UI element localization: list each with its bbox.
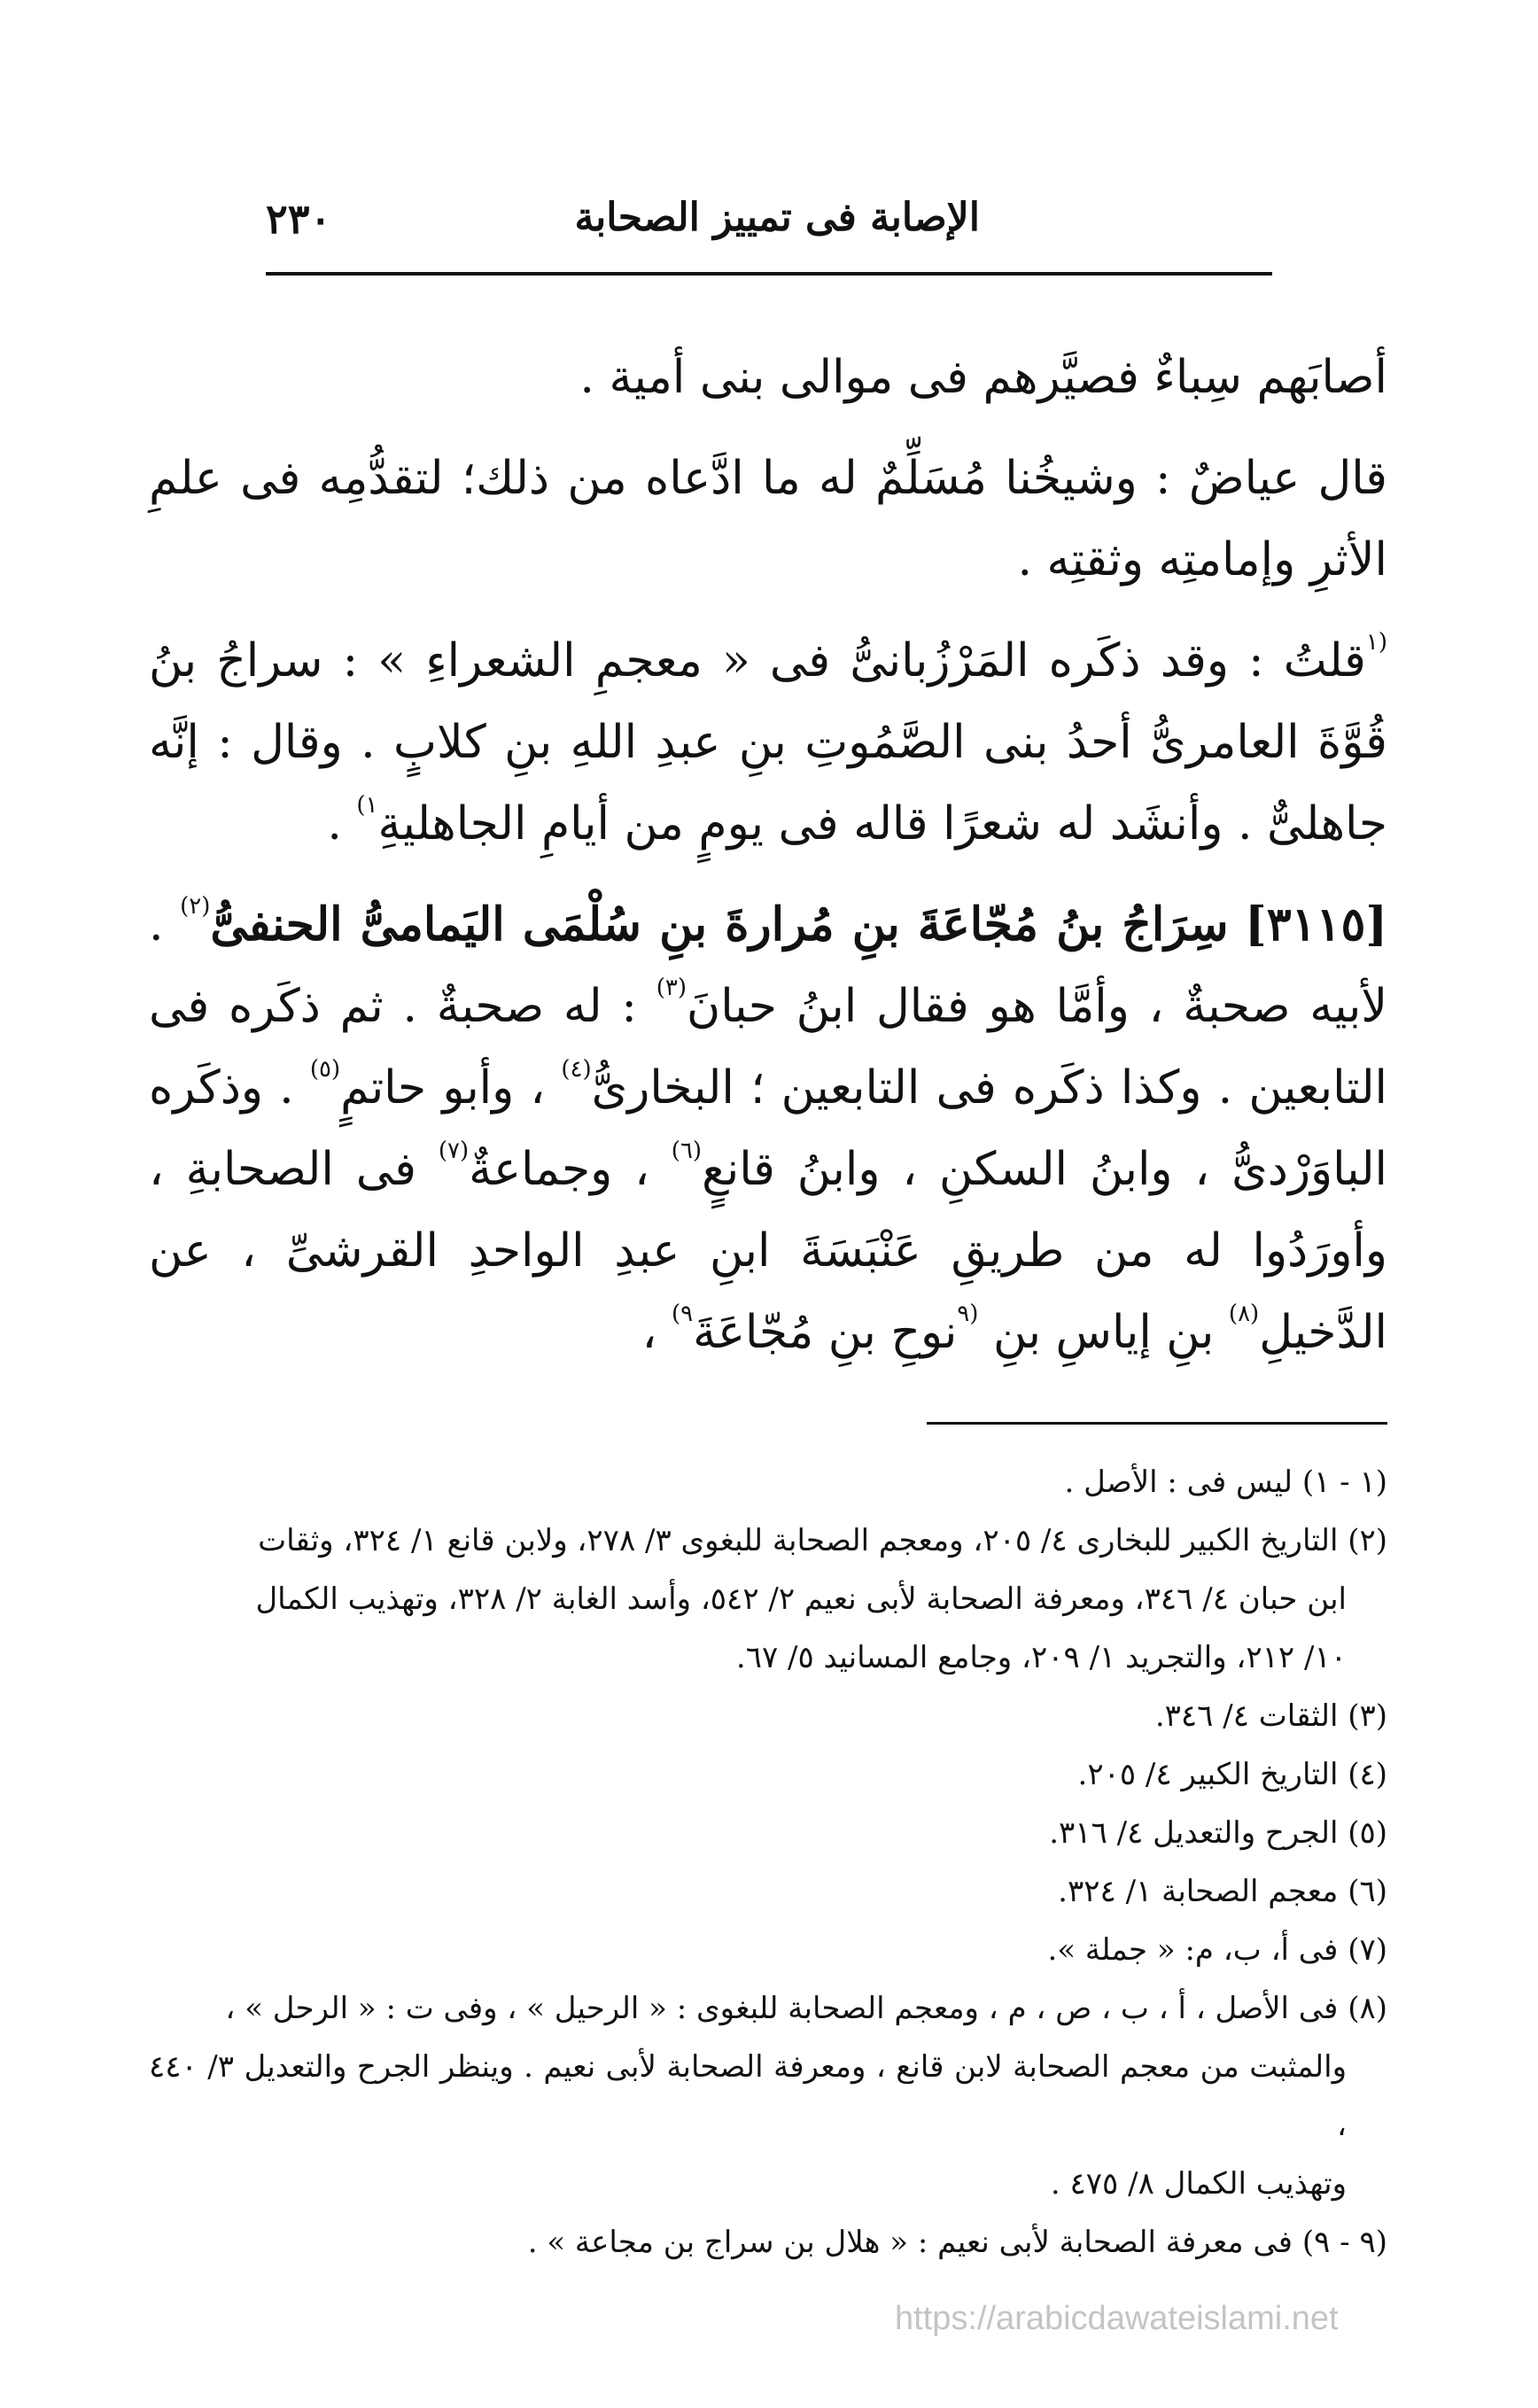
footnote-marker: (١ [1365,629,1387,656]
footnote-marker: (٨) [1228,1301,1260,1327]
footnotes [149,1453,1387,2272]
footnote-marker: (٧) [438,1138,470,1164]
footnote-3: (٣) الثقات ٤/ ٣٤٦. [1154,1698,1387,1734]
footnote-8: (٨) فى الأصل ، أ ، ب ، ص ، م ، ومعجم الصحابة للبغوى : « الرحيل » ، وفى ت : « الرحل » ، [225,1991,1387,2026]
footnote-9: (٩ - ٩) فى معرفة الصحابة لأبى نعيم : « هلال بن سراج بن مجاعة » . [527,2225,1387,2260]
footnote-marker: (٩ [957,1301,979,1327]
footnote-2-continued: ابن حبان ٤/ ٣٤٦، ومعرفة الصحابة لأبى نعيم ٢/ ٥٤٢، وأسد الغابة ٢/ ٣٢٨، وتهذيب الكمال [255,1581,1347,1617]
footnote-8-continued: والمثبت من معجم الصحابة لابن قانع ، ومعرفة الصحابة لأبى نعيم . وينظر الجرح والتعديل ٣/ ٤٤٠ ، [149,2049,1347,2143]
footnote-7: (٧) فى أ، ب، م: « جملة ». [1047,1932,1387,1968]
entry-text: فى الصحابةِ ، وأورَدُوا له من طريقِ عَنْبَسَةَ ابنِ عبدِ الواحدِ القرشىِّ ، عن الدَّخيلِ [149,1143,1387,1359]
footnote-6: (٦) معجم الصحابة ١/ ٣٢٤. [1058,1874,1387,1909]
paragraph-3 [149,620,1387,865]
footnote-marker: ٩) [671,1301,694,1327]
entry-text: . وذكَره الباوَرْدىُّ ، وابنُ السكنِ ، وابنُ قانعٍ [149,1061,1387,1196]
entry-3115 [149,884,1387,1373]
header-rule [266,272,1272,276]
entry-text: ، [641,1306,672,1359]
entry-text: ، وجماعةٌ [469,1143,672,1196]
footnote-marker: (٣) [656,975,687,1001]
footnote-rule [927,1422,1387,1425]
entry-text: ، وأبو حاتمٍ [340,1061,562,1115]
footnote-5: (٥) الجرح والتعديل ٤/ ٣١٦. [1049,1815,1387,1851]
footnote-marker: (٤) [561,1056,592,1083]
watermark-url: https://arabicdawateislami.net [895,2300,1339,2337]
footnote-marker: (٦) [671,1138,703,1164]
page-number: ٢٣٠ [266,195,332,243]
entry-text: نوحِ بنِ مُجّاعَةَ [693,1306,958,1359]
running-title: الإصابة فى تمييز الصحابة [574,195,980,240]
paragraph-1: أصابَهم سِباءٌ فصيَّرهم فى موالى بنى أمية . [579,351,1387,404]
entry-text: بنِ إياسِ بنِ [978,1306,1229,1359]
paragraph-3-end: . [327,797,357,851]
footnote-marker: (٥) [309,1056,341,1083]
footnote-2: (٢) التاريخ الكبير للبخارى ٤/ ٢٠٥، ومعجم الصحابة للبغوى ٣/ ٢٧٨، ولابن قانع ١/ ٣٢٤، وثقات [258,1523,1387,1558]
main-text [149,337,1387,1393]
entry-text: : له صحبةٌ . ثم ذكَره فى التابعين . وكذا ذكَره فى التابعين ؛ البخارىُّ [149,980,1387,1115]
footnote-8-continued: وتهذيب الكمال ٨/ ٤٧٥ . [1050,2166,1347,2202]
entry-name: سِرَاجُ بنُ مُجّاعَةَ بنِ مُرارةَ بنِ سُلْمَى اليَمامىُّ الحنفىُّ [210,897,1229,952]
paragraph-3-text: قلتُ : وقد ذكَره المَرْزُبانىُّ فى « معجمِ الشعراءِ » : سراجُ بنُ قُوَّةَ العامرىُّ أحدُ بنى الصَّمُوتِ بنِ عبدِ اللهِ بنِ كلابٍ . وقال : إنَّه جاهلىٌّ . وأنشَد له شعرًا قاله فى يومٍ من أيامِ الجاهليةِ [149,634,1387,851]
paragraph-2: قال عياضٌ : وشيخُنا مُسَلِّمٌ له ما ادَّعاه من ذلك؛ لتقدُّمِه فى علمِ الأثرِ وإمامتِه وثقتِه . [149,452,1387,586]
page-header [266,195,1272,257]
footnote-4: (٤) التاريخ الكبير ٤/ ٢٠٥. [1077,1757,1387,1792]
footnote-2-continued: ١٠/ ٢١٢، والتجريد ١/ ٢٠٩، وجامع المسانيد ٥/ ٦٧. [735,1640,1347,1675]
footnote-marker: ١) [356,792,378,819]
footnote-marker: (٢) [180,893,211,920]
entry-text: . لأبيه صحبةٌ ، وأمَّا هو فقال ابنُ حبانَ [149,898,1387,1033]
footnote-1: (١ - ١) ليس فى : الأصل . [1064,1464,1387,1500]
entry-number: [٣١١٥] [1245,897,1388,952]
